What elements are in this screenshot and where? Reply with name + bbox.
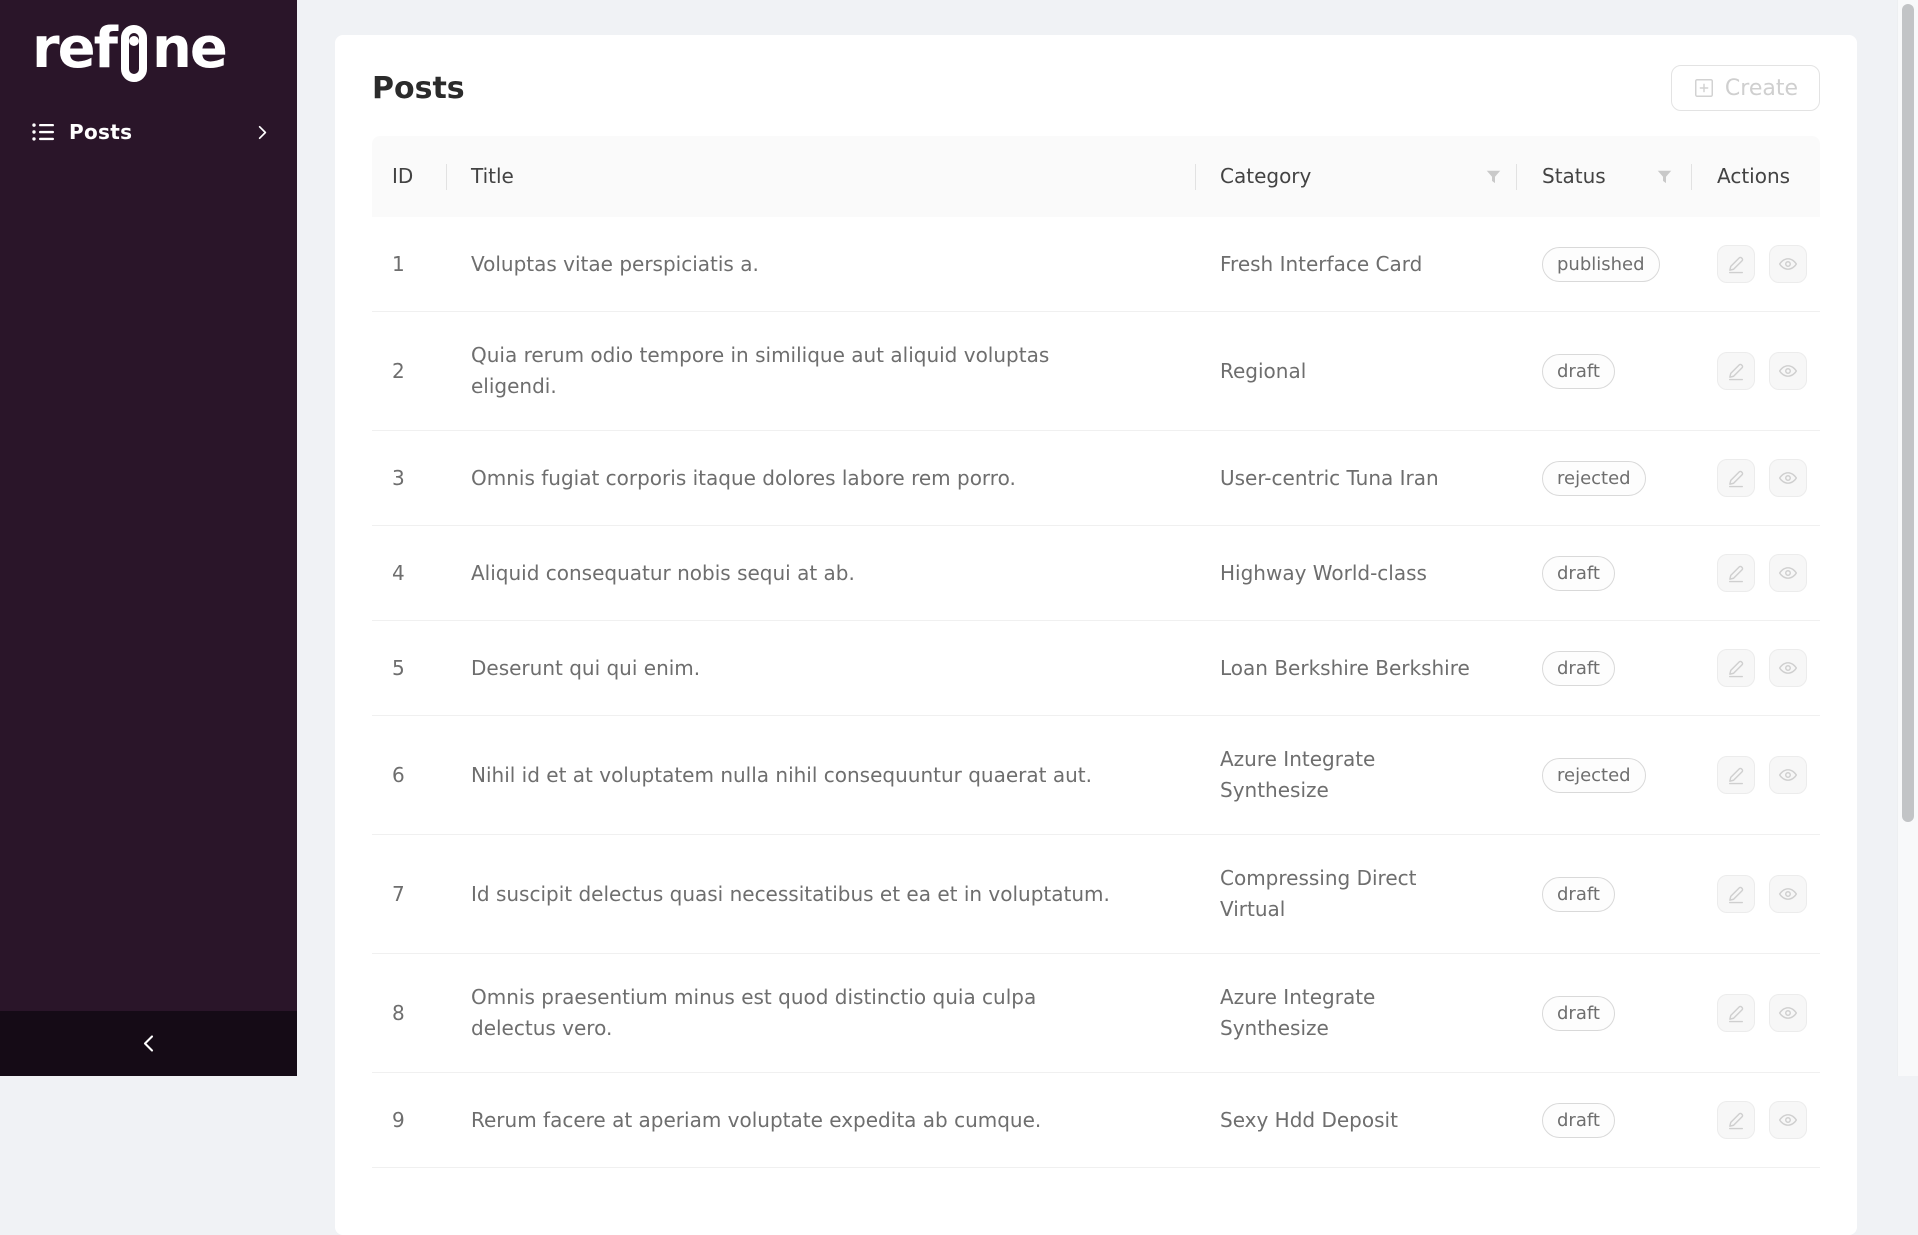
cell-id: 1: [372, 217, 447, 312]
edit-button[interactable]: [1717, 554, 1755, 592]
sidebar-item-posts[interactable]: [0, 109, 297, 155]
unordered-list-icon: [32, 122, 54, 142]
eye-icon: [1778, 563, 1798, 583]
chevron-right-icon: [254, 124, 271, 141]
show-button[interactable]: [1769, 352, 1807, 390]
show-button[interactable]: [1769, 245, 1807, 283]
edit-pencil-icon: [1726, 468, 1746, 488]
cell-actions: [1692, 1073, 1820, 1168]
status-badge: draft: [1542, 556, 1615, 591]
refine-logo-text-before: ref: [32, 16, 116, 81]
create-button[interactable]: [1671, 65, 1820, 111]
sidebar-item-label: Posts: [69, 120, 133, 144]
edit-button[interactable]: [1717, 352, 1755, 390]
cell-actions: [1692, 312, 1820, 431]
cell-category: Azure Integrate Synthesize: [1196, 716, 1517, 835]
scrollbar-track: [1897, 0, 1918, 1076]
eye-icon: [1778, 361, 1798, 381]
cell-status: [1517, 954, 1692, 1073]
show-button[interactable]: [1769, 554, 1807, 592]
cell-id: 6: [372, 716, 447, 835]
table-row: [372, 312, 1820, 431]
cell-category: Sexy Hdd Deposit: [1196, 1073, 1517, 1168]
column-header-id: ID: [372, 136, 447, 217]
show-button[interactable]: [1769, 875, 1807, 913]
status-badge: draft: [1542, 354, 1615, 389]
main-content: [297, 0, 1918, 1132]
status-badge: published: [1542, 247, 1660, 282]
cell-title: Rerum facere at aperiam voluptate expedita ab cumque.: [447, 1073, 1196, 1168]
edit-pencil-icon: [1726, 1003, 1746, 1023]
column-header-category: Category: [1196, 136, 1517, 217]
table-row: [372, 431, 1820, 526]
eye-icon: [1778, 765, 1798, 785]
edit-pencil-icon: [1726, 1110, 1746, 1130]
eye-icon: [1778, 254, 1798, 274]
edit-button[interactable]: [1717, 994, 1755, 1032]
eye-icon: [1778, 658, 1798, 678]
status-badge: draft: [1542, 651, 1615, 686]
cell-category: User-centric Tuna Iran: [1196, 431, 1517, 526]
table-header-row: [372, 136, 1820, 217]
plus-square-icon: [1693, 77, 1715, 99]
table-row: [372, 1073, 1820, 1168]
eye-icon: [1778, 468, 1798, 488]
eye-icon: [1778, 1110, 1798, 1130]
cell-category: Regional: [1196, 312, 1517, 431]
show-button[interactable]: [1769, 756, 1807, 794]
cell-title: Aliquid consequatur nobis sequi at ab.: [447, 526, 1196, 621]
cell-actions: [1692, 431, 1820, 526]
eye-icon: [1778, 1003, 1798, 1023]
cell-category: Loan Berkshire Berkshire: [1196, 621, 1517, 716]
cell-title: Deserunt qui qui enim.: [447, 621, 1196, 716]
refine-logo[interactable]: [32, 16, 297, 82]
edit-pencil-icon: [1726, 361, 1746, 381]
eye-icon: [1778, 884, 1798, 904]
cell-id: 8: [372, 954, 447, 1073]
posts-card: [335, 35, 1857, 1235]
cell-id: 2: [372, 312, 447, 431]
cell-status: [1517, 526, 1692, 621]
cell-category: Compressing Direct Virtual: [1196, 835, 1517, 954]
status-badge: draft: [1542, 877, 1615, 912]
refine-logo-i-pill-icon: [121, 25, 147, 82]
edit-button[interactable]: [1717, 245, 1755, 283]
cell-actions: [1692, 716, 1820, 835]
edit-pencil-icon: [1726, 563, 1746, 583]
cell-actions: [1692, 526, 1820, 621]
cell-status: [1517, 716, 1692, 835]
sidebar: [0, 0, 297, 1076]
cell-status: [1517, 1073, 1692, 1168]
cell-status: [1517, 217, 1692, 312]
chevron-left-icon: [138, 1033, 159, 1054]
cell-actions: [1692, 954, 1820, 1073]
posts-table: [372, 136, 1820, 1168]
cell-title: Id suscipit delectus quasi necessitatibus et ea et in voluptatum.: [447, 835, 1196, 954]
filter-icon[interactable]: [1486, 170, 1501, 184]
cell-actions: [1692, 621, 1820, 716]
edit-pencil-icon: [1726, 254, 1746, 274]
column-header-status: Status: [1517, 136, 1692, 217]
card-header: [372, 65, 1820, 111]
cell-title: Quia rerum odio tempore in similique aut aliquid voluptas eligendi.: [447, 312, 1196, 431]
table-row: [372, 621, 1820, 716]
cell-actions: [1692, 217, 1820, 312]
edit-pencil-icon: [1726, 765, 1746, 785]
cell-id: 4: [372, 526, 447, 621]
cell-id: 7: [372, 835, 447, 954]
show-button[interactable]: [1769, 649, 1807, 687]
show-button[interactable]: [1769, 994, 1807, 1032]
status-badge: rejected: [1542, 758, 1646, 793]
cell-id: 3: [372, 431, 447, 526]
show-button[interactable]: [1769, 459, 1807, 497]
cell-actions: [1692, 835, 1820, 954]
cell-status: [1517, 312, 1692, 431]
column-header-title: Title: [447, 136, 1196, 217]
cell-category: Highway World-class: [1196, 526, 1517, 621]
edit-button[interactable]: [1717, 649, 1755, 687]
table-row: [372, 716, 1820, 835]
cell-category: Azure Integrate Synthesize: [1196, 954, 1517, 1073]
edit-pencil-icon: [1726, 658, 1746, 678]
cell-title: Nihil id et at voluptatem nulla nihil consequuntur quaerat aut.: [447, 716, 1196, 835]
column-header-actions: Actions: [1692, 136, 1820, 217]
cell-id: 9: [372, 1073, 447, 1168]
create-button-label: Create: [1724, 75, 1798, 101]
cell-title: Voluptas vitae perspiciatis a.: [447, 217, 1196, 312]
scrollbar-thumb[interactable]: [1902, 4, 1914, 822]
edit-button[interactable]: [1717, 1101, 1755, 1139]
page-title: Posts: [372, 70, 465, 106]
edit-button[interactable]: [1717, 459, 1755, 497]
filter-icon[interactable]: [1657, 170, 1672, 184]
sidebar-collapse-button[interactable]: [0, 1011, 297, 1076]
status-badge: draft: [1542, 996, 1615, 1031]
table-row: [372, 954, 1820, 1073]
table-row: [372, 217, 1820, 312]
cell-status: [1517, 835, 1692, 954]
status-badge: rejected: [1542, 461, 1646, 496]
cell-status: [1517, 621, 1692, 716]
edit-button[interactable]: [1717, 756, 1755, 794]
edit-button[interactable]: [1717, 875, 1755, 913]
cell-category: Fresh Interface Card: [1196, 217, 1517, 312]
status-badge: draft: [1542, 1103, 1615, 1138]
cell-title: Omnis praesentium minus est quod distinctio quia culpa delectus vero.: [447, 954, 1196, 1073]
cell-status: [1517, 431, 1692, 526]
cell-id: 5: [372, 621, 447, 716]
refine-logo-text-after: ne: [151, 16, 226, 81]
show-button[interactable]: [1769, 1101, 1807, 1139]
edit-pencil-icon: [1726, 884, 1746, 904]
table-row: [372, 526, 1820, 621]
table-row: [372, 835, 1820, 954]
cell-title: Omnis fugiat corporis itaque dolores labore rem porro.: [447, 431, 1196, 526]
